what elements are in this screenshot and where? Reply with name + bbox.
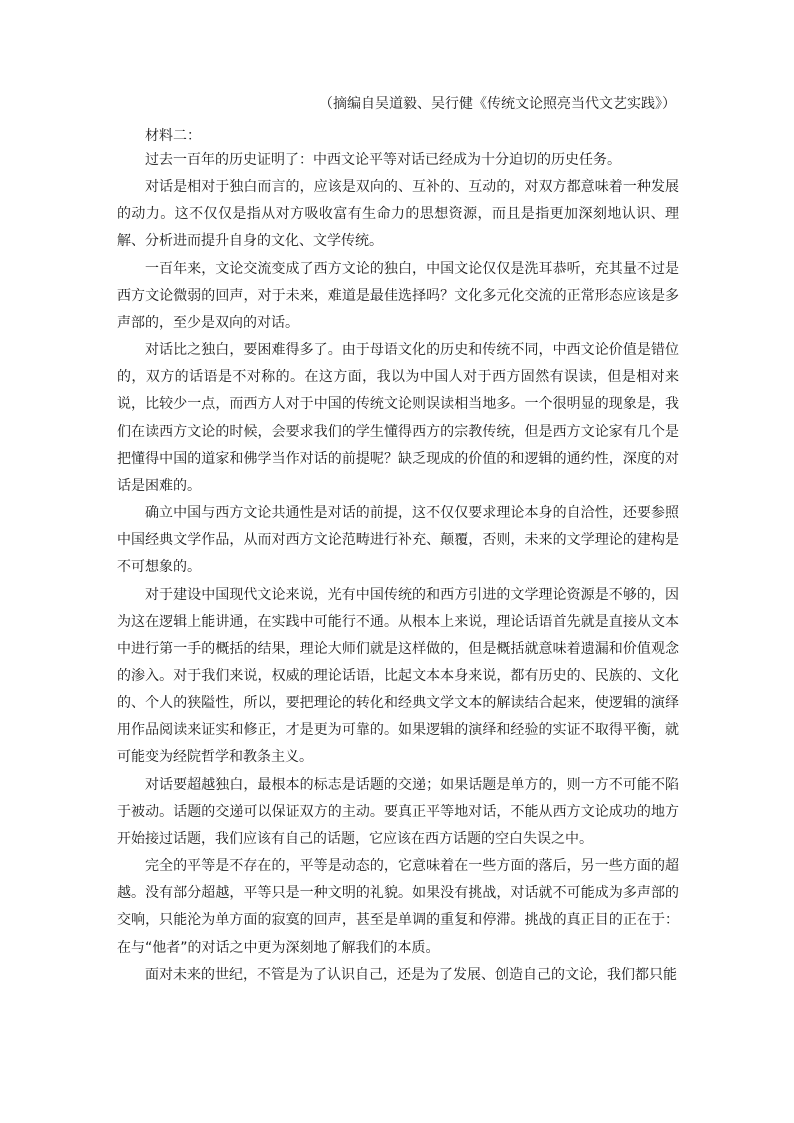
body-text [117, 147, 679, 989]
paragraph: 过去一百年的历史证明了：中西文论平等对话已经成为十分迫切的历史任务。 [145, 152, 621, 168]
paragraph: 对话比之独白，要困难得多了。由于母语文化的历史和传统不同，中西文论价值是错位的，双方的话语是不对称的。在这方面，我以为中国人对于西方固然有误读，但是相对来说，比较少一点，而西方人对于中国的传统文论则误读相当地多。一个很明显的现象是，我们在读西方文论的时候，会要求我们的学生懂得西方的宗教传统，但是西方文论家有几个是把懂得中国的道家和佛学当作对话的前提呢？缺乏现成的价值的和逻辑的通约性，深度的对话是困难的。 [117, 342, 679, 494]
paragraph: 对话是相对于独白而言的，应该是双向的、互补的、互动的，对双方都意味着一种发展的动力。这不仅仅是指从对方吸收富有生命力的思想资源，而且是指更加深刻地认识、理解、分析进而提升自身的文化、文学传统。 [117, 179, 679, 250]
paragraph: 对话要超越独白，最根本的标志是话题的交递；如果话题是单方的，则一方不可能不陷于被动。话题的交递可以保证双方的主动。要真正平等地对话，不能从西方文论成功的地方开始接过话题，我们应该有自己的话题，它应该在西方话题的空白失误之中。 [117, 776, 679, 847]
source-citation: （摘编自吴道毅、吴行健《传统文论照亮当代文艺实践》） [319, 96, 676, 112]
paragraph: 完全的平等是不存在的，平等是动态的，它意味着在一些方面的落后，另一些方面的超越。没有部分超越，平等只是一种文明的礼貌。如果没有挑战，对话就不可能成为多声部的交响，只能沦为单方面的寂寞的回声，甚至是单调的重复和停滞。挑战的真正目的正在于：在与“他者”的对话之中更为深刻地了解我们的本质。 [117, 858, 679, 956]
section-label: 材料二： [145, 128, 201, 144]
paragraph: 对于建设中国现代文论来说，光有中国传统的和西方引进的文学理论资源是不够的，因为这在逻辑上能讲通，在实践中可能行不通。从根本上来说，理论话语首先就是直接从文本中进行第一手的概括的结果，理论大师们就是这样做的，但是概括就意味着遗漏和价值观念的渗入。对于我们来说，权威的理论话语，比起文本本身来说，都有历史的、民族的、文化的、个人的狭隘性，所以，要把理论的转化和经典文学文本的解读结合起来，使逻辑的演绎用作品阅读来证实和修正，才是更为可靠的。如果逻辑的演绎和经验的实证不取得平衡，就可能变为经院哲学和教条主义。 [117, 586, 679, 766]
paragraph: 确立中国与西方文论共通性是对话的前提，这不仅仅要求理论本身的自洽性，还要参照中国经典文学作品，从而对西方文论范畴进行补充、颠覆，否则，未来的文学理论的建构是不可想象的。 [117, 505, 679, 576]
paragraph: 面对未来的世纪，不管是为了认识自己，还是为了发展、创造自己的文论，我们都只能 [145, 966, 677, 983]
paragraph: 一百年来，文论交流变成了西方文论的独白，中国文论仅仅是洗耳恭听，充其量不过是西方文论微弱的回声，对于未来，难道是最佳选择吗？文化多元化交流的正常形态应该是多声部的，至少是双向的对话。 [117, 260, 679, 331]
